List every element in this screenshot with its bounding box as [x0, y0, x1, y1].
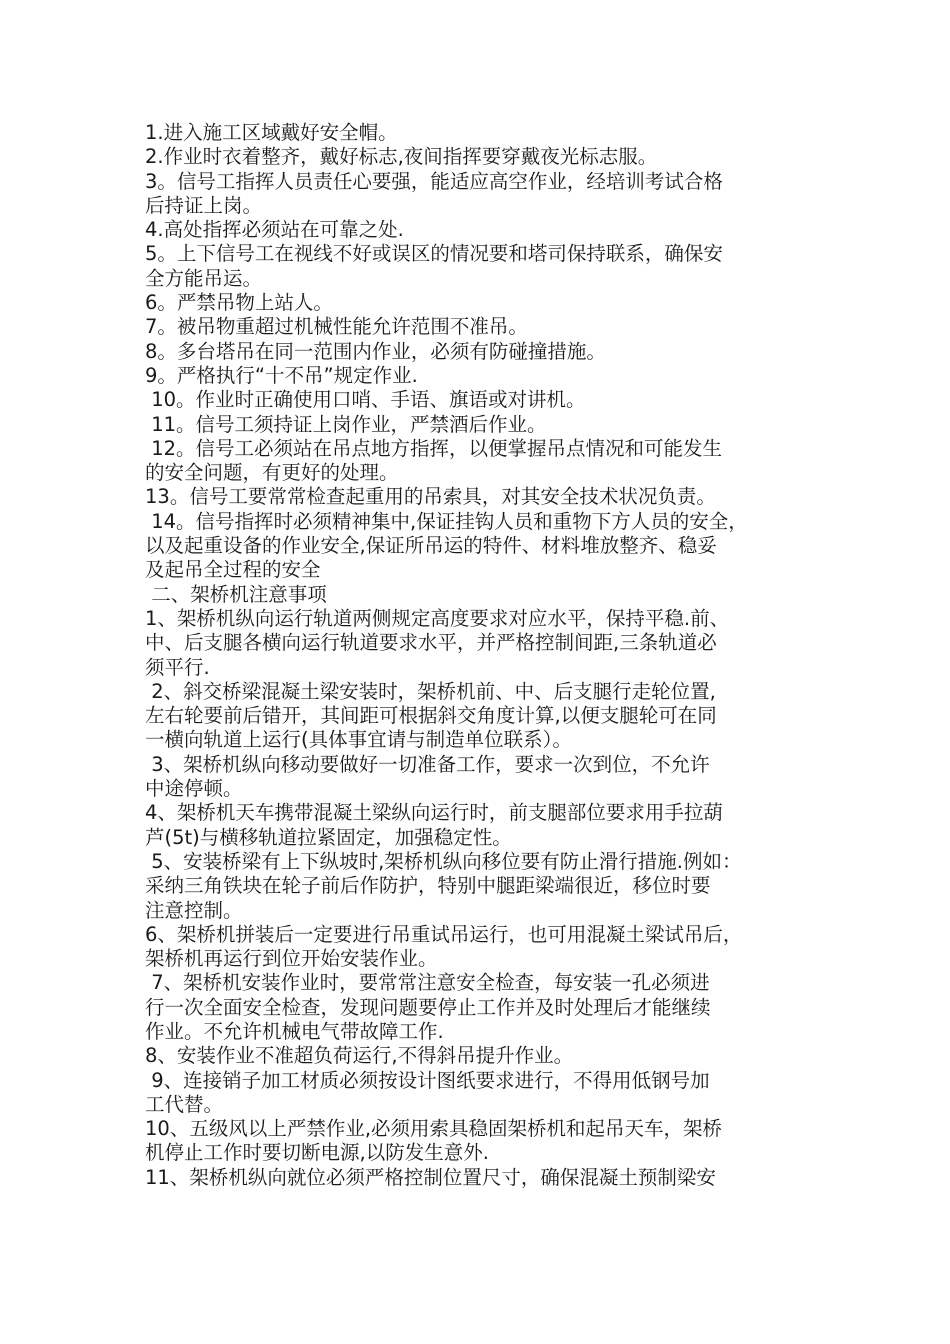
- text-line: 架桥机再运行到位开始安装作业。: [145, 947, 438, 971]
- text-line: 一横向轨道上运行(具体事宜请与制造单位联系）。: [145, 728, 572, 752]
- text-line: 4、架桥机天车携带混凝土梁纵向运行时，前支腿部位要求用手拉葫: [145, 801, 723, 825]
- text-line: 2.作业时衣着整齐，戴好标志,夜间指挥要穿戴夜光标志服。: [145, 145, 658, 169]
- text-line: 的安全问题，有更好的处理。: [145, 461, 399, 485]
- text-line: 7。被吊物重超过机械性能允许范围不准吊。: [145, 315, 528, 339]
- text-line: 8。多台塔吊在同一范围内作业，必须有防碰撞措施。: [145, 339, 606, 363]
- text-line: 及起吊全过程的安全: [145, 558, 321, 582]
- text-line: 12。信号工必须站在吊点地方指挥，以便掌握吊点情况和可能发生: [145, 436, 723, 460]
- text-line: 10、五级风以上严禁作业,必须用索具稳固架桥机和起吊天车，架桥: [145, 1117, 723, 1141]
- text-line: 作业。不允许机械电气带故障工作.: [145, 1019, 444, 1043]
- text-line: 9。严格执行“十不吊”规定作业.: [145, 363, 418, 387]
- text-line: 芦(5t)与横移轨道拉紧固定，加强稳定性。: [145, 825, 512, 849]
- text-line: 9、连接销子加工材质必须按设计图纸要求进行，不得用低钢号加: [145, 1068, 710, 1092]
- text-line: 中、后支腿各横向运行轨道要求水平，并严格控制间距,三条轨道必: [145, 631, 717, 655]
- text-line: 二、架桥机注意事项: [145, 582, 327, 606]
- text-line: 14。信号指挥时必须精神集中,保证挂钩人员和重物下方人员的安全，: [145, 509, 748, 533]
- text-line: 10。作业时正确使用口哨、手语、旗语或对讲机。: [145, 388, 586, 412]
- text-line: 以及起重设备的作业安全,保证所吊运的特件、材料堆放整齐、稳妥: [145, 534, 717, 558]
- text-line: 全方能吊运。: [145, 266, 263, 290]
- text-line: 须平行.: [145, 655, 210, 679]
- text-line: 3、架桥机纵向移动要做好一切准备工作，要求一次到位，不允许: [145, 752, 710, 776]
- text-line: 左右轮要前后错开，其间距可根据斜交角度计算,以便支腿轮可在同: [145, 704, 717, 728]
- text-line: 采纳三角铁块在轮子前后作防护，特别中腿距梁端很近，移位时要: [145, 874, 711, 898]
- text-line: 中途停顿。: [145, 777, 243, 801]
- text-line: 注意控制。: [145, 898, 243, 922]
- document-body: [145, 121, 835, 1190]
- text-line: 1.进入施工区域戴好安全帽。: [145, 121, 398, 144]
- text-line: 1、架桥机纵向运行轨道两侧规定高度要求对应水平，保持平稳.前、: [145, 606, 730, 630]
- text-line: 4.高处指挥必须站在可靠之处.: [145, 218, 404, 242]
- text-line: 3。信号工指挥人员责任心要强，能适应高空作业，经培训考试合格: [145, 169, 723, 193]
- text-line: 11、架桥机纵向就位必须严格控制位置尺寸，确保混凝土预制梁安: [145, 1165, 716, 1189]
- text-line: 工代替。: [145, 1092, 224, 1116]
- text-line: 6、架桥机拼装后一定要进行吊重试吊运行，也可用混凝土梁试吊后，: [145, 922, 743, 946]
- text-line: 6。严禁吊物上站人。: [145, 291, 333, 315]
- text-line: 8、安装作业不准超负荷运行,不得斜吊提升作业。: [145, 1044, 574, 1068]
- text-line: 2、斜交桥梁混凝土梁安装时，架桥机前、中、后支腿行走轮位置,: [145, 679, 716, 703]
- text-line: 5、安装桥梁有上下纵坡时,架桥机纵向移位要有防止滑行措施.例如：: [145, 849, 742, 873]
- text-line: 13。信号工要常常检查起重用的吊索具，对其安全技术状况负责。: [145, 485, 716, 509]
- text-line: 行一次全面安全检查，发现问题要停止工作并及时处理后才能继续: [145, 995, 711, 1019]
- text-line: 机停止工作时要切断电源,以防发生意外.: [145, 1141, 489, 1165]
- text-line: 后持证上岗。: [145, 193, 263, 217]
- text-line: 11。信号工须持证上岗作业，严禁酒后作业。: [145, 412, 547, 436]
- text-line: 5。上下信号工在视线不好或误区的情况要和塔司保持联系，确保安: [145, 242, 723, 266]
- text-line: 7、架桥机安装作业时，要常常注意安全检查，每安装一孔必须进: [145, 971, 710, 995]
